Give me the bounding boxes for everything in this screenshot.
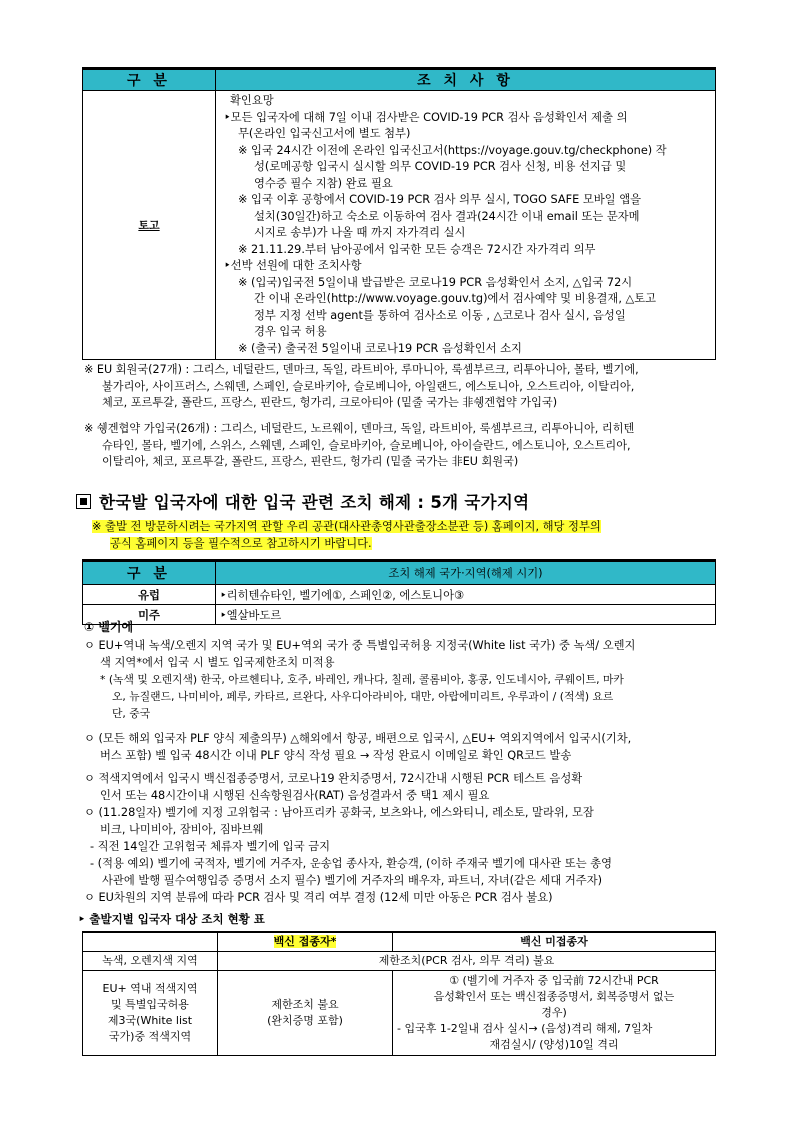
- table2-header-countries: 조치 해제 국가·지역(해제 시기): [216, 561, 716, 585]
- togo-line: ※ (입국)입국전 5일이내 발급받은 코로나19 PCR 음성확인서 소지, △입국 72시: [238, 275, 633, 289]
- togo-line: ※ 입국 이후 공항에서 COVID-19 PCR 검사 의무 실시, TOGO SAFE 모바일 앱을: [238, 193, 642, 206]
- togo-line: 확인요망: [230, 94, 274, 107]
- belgium-title: ① 벨기에: [84, 620, 134, 634]
- region-cell: 유럽: [83, 585, 216, 605]
- row2-unvaccinated-line: ① (벨기에 거주자 중 입국前 72시간내 PCR: [449, 974, 659, 987]
- notice-line: [92, 518, 722, 535]
- row2-unvaccinated-line: 재검실시/ (양성)10일 격리: [489, 1038, 619, 1051]
- eu-note-line: 체코, 포르투갈, 폴란드, 프랑스, 핀란드, 헝가리, 크로아티아 (밑줄 국가는 非쉥겐협약 가입국): [102, 396, 558, 409]
- togo-line: ‣선박 선원에 대한 조치사항: [224, 259, 362, 272]
- country-label-togo: 토고: [83, 91, 216, 360]
- belgium-line: - 직전 14일간 고위험국 체류자 벨기에 입국 금지: [90, 840, 331, 853]
- belgium-line: 인서 또는 48시간이내 시행된 신속항원검사(RAT) 음성결과서 중 택1 제시 필요: [100, 789, 490, 802]
- eu-members-note: [84, 362, 724, 412]
- togo-line: 성(로메공항 입국시 실시할 의무 COVID-19 PCR 검사 신청, 비용 선지급 및: [254, 160, 627, 173]
- togo-line: 무(온라인 입국신고서에 별도 첨부): [238, 127, 411, 140]
- header-vaccinated: [218, 932, 393, 952]
- table1-header-measures: 조 치 사 항: [216, 69, 716, 91]
- belgium-line: ㅇ 적색지역에서 입국시 백신접종증명서, 코로나19 완치증명서, 72시간내 시행된 PCR 테스트 음성확: [84, 772, 583, 785]
- row2-label-line: 제3국(White list: [107, 1014, 193, 1027]
- countries-cell: ‣리히텐슈타인, 벨기에①, 스페인②, 에스토니아③: [216, 585, 716, 605]
- region-cell: 미주: [83, 605, 216, 625]
- table-row: [83, 971, 716, 1056]
- row2-label-line: 국가)중 적색지역: [108, 1030, 192, 1043]
- row2-vaccinated-line: (완치증명 포함): [267, 1014, 343, 1027]
- table2-header-category: 구 분: [83, 561, 216, 585]
- schengen-note-line: 이탈리아, 체코, 포르투갈, 폴란드, 프랑스, 핀란드, 헝가리 (밑줄 국가는 非EU 회원국): [102, 455, 519, 468]
- row2-label-line: EU+ 역내 적색지역: [102, 982, 198, 995]
- belgium-line: 사관에 발행 필수여행입증 증명서 소지 필수) 벨기에 거주자의 배우자, 파트너, 자녀(같은 세대 거주자): [102, 874, 603, 887]
- eu-note-line: ※ EU 회원국(27개) : 그리스, 네덜란드, 덴마크, 독일, 라트비아, 루마니아, 룩셈부르크, 리투아니아, 몰타, 벨기에,: [84, 363, 639, 376]
- row1-value: 제한조치(PCR 검사, 의무 격리) 불요: [218, 952, 716, 971]
- togo-measures-content: [216, 91, 716, 360]
- section-heading: [76, 489, 529, 513]
- belgium-line: 버스 포함) 벨 입국 48시간 이내 PLF 양식 작성 필요 → 작성 완료시 이메일로 확인 QR코드 발송: [100, 749, 572, 762]
- section-heading-text: 한국발 입국자에 대한 입국 관련 조치 해제 : 5개 국가지역: [99, 493, 530, 512]
- belgium-line: - (적용 예외) 벨기에 국적자, 벨기에 거주자, 운송업 종사자, 환승객, (이하 주재국 벨기에 대사관 또는 총영: [90, 857, 613, 870]
- row1-label: 녹색, 오렌지색 지역: [83, 952, 218, 971]
- togo-line: 경우 입국 허용: [254, 325, 327, 338]
- togo-measures-table: [82, 67, 716, 360]
- belgium-line: ㅇ EU+역내 녹색/오렌지 지역 국가 및 EU+역외 국가 중 특별입국허용 지정국(White list 국가) 중 녹색/ 오렌지: [84, 639, 636, 652]
- schengen-members-note: [84, 421, 724, 471]
- row2-label-line: 및 특별입국허용: [111, 998, 189, 1011]
- belgium-line: ㅇ (11.28일자) 벨기에 지정 고위험국 : 남아프리카 공화국, 보츠와나, 에스와티니, 레소토, 말라위, 모잠: [84, 806, 594, 819]
- lifted-measures-table: [82, 559, 716, 625]
- row2-vaccinated-line: 제한조치 불요: [271, 998, 339, 1011]
- togo-line: 영수증 필수 지참) 완료 필요: [254, 176, 393, 190]
- countries-cell: ‣엘살바도르: [216, 605, 716, 625]
- row2-unvaccinated: [393, 971, 716, 1056]
- belgium-line: 색 지역*에서 입국 시 별도 입국제한조치 미적용: [100, 656, 335, 669]
- status-table-title: ‣ 출발지별 입국자 대상 조치 현황 표: [78, 912, 265, 926]
- schengen-note-line: 슈타인, 몰타, 벨기에, 스위스, 스웨덴, 스페인, 슬로바키아, 슬로베니아, 아이슬란드, 에스토니아, 오스트리아,: [102, 438, 631, 452]
- table1-header-category: 구 분: [83, 69, 216, 91]
- visit-notice: [92, 518, 722, 552]
- row2-unvaccinated-line: - 입국후 1-2일내 검사 실시→ (음성)격리 해제, 7일차: [397, 1022, 653, 1035]
- row2-unvaccinated-line: 경우): [541, 1006, 567, 1019]
- togo-line: ※ 입국 24시간 이전에 온라인 입국신고서(https://voyage.gouv.tg/checkphone) 작: [238, 143, 667, 157]
- togo-line: ※ 21.11.29.부터 남아공에서 입국한 모든 승객은 72시간 자가격리 의무: [238, 242, 596, 256]
- row2-vaccinated: [218, 971, 393, 1056]
- belgium-line: 비크, 나미비아, 잠비아, 짐바브웨: [100, 823, 264, 836]
- togo-line: 정부 지정 선박 agent를 통하여 검사소로 이동 , △코로나 검사 실시, 음성일: [254, 308, 626, 322]
- belgium-line: * (녹색 및 오렌지색) 한국, 아르헨티나, 호주, 바레인, 캐나다, 칠레, 콜롬비아, 홍콩, 인도네시아, 쿠웨이트, 마카: [100, 673, 624, 686]
- belgium-details: [84, 637, 724, 906]
- notice-line-2: 공식 홈페이지 등을 필수적으로 참고하시기 바랍니다.: [110, 537, 372, 550]
- togo-line: 설치(30일간)하고 숙소로 이동하여 검사 결과(24시간 이내 email 또는 문자메: [254, 209, 640, 223]
- departure-status-table: [82, 931, 716, 1056]
- belgium-line: ㅇ (모든 해외 입국자 PLF 양식 제출의무) △해외에서 항공, 배편으로 입국시, △EU+ 역외지역에서 입국시(기차,: [84, 732, 632, 745]
- togo-line: 시지로 송부)가 나올 때 까지 자가격리 실시: [254, 226, 466, 239]
- schengen-note-line: ※ 쉥겐협약 가입국(26개) : 그리스, 네덜란드, 노르웨이, 덴마크, 독일, 라트비아, 룩셈부르크, 리투아니아, 리히텐: [84, 422, 635, 435]
- empty-header-cell: [83, 932, 218, 952]
- square-bullet-icon: [76, 494, 91, 509]
- notice-line: [92, 535, 722, 552]
- table-row: [83, 585, 716, 605]
- belgium-line: 단, 중국: [112, 707, 151, 720]
- togo-line: ‣모든 입국자에 대해 7일 이내 검사받은 COVID-19 PCR 검사 음성확인서 제출 의: [224, 110, 628, 124]
- notice-line-1: ※ 출발 전 방문하시려는 국가지역 관할 우리 공관(대사관총영사관출장소분관 등) 홈페이지, 해당 정부의: [92, 520, 601, 533]
- belgium-line: ㅇ EU차원의 지역 분류에 따라 PCR 검사 및 격리 여부 결정 (12세 미만 아동은 PCR 검사 불요): [84, 891, 553, 904]
- row2-label: [83, 971, 218, 1056]
- eu-note-line: 불가리아, 사이프러스, 스웨덴, 스페인, 슬로바키아, 슬로베니아, 아일랜드, 에스토니아, 오스트리아, 이탈리아,: [102, 379, 635, 393]
- row2-unvaccinated-line: 음성확인서 또는 백신접종증명서, 회복증명서 없는: [433, 990, 675, 1003]
- togo-line: ※ (출국) 출국전 5일이내 코로나19 PCR 음성확인서 소지: [238, 341, 522, 355]
- table-row: [83, 952, 716, 971]
- header-vaccinated-text: 백신 접종자*: [273, 935, 337, 948]
- togo-line: 간 이내 온라인(http://www.voyage.gouv.tg)에서 검사예약 및 비용결재, △토고: [254, 292, 657, 305]
- belgium-line: 오, 뉴질랜드, 나미비아, 페루, 카타르, 르완다, 사우디아라비아, 대만, 아랍에미리트, 우루과이 / (적색) 요르: [112, 690, 614, 703]
- header-unvaccinated: 백신 미접종자: [393, 932, 716, 952]
